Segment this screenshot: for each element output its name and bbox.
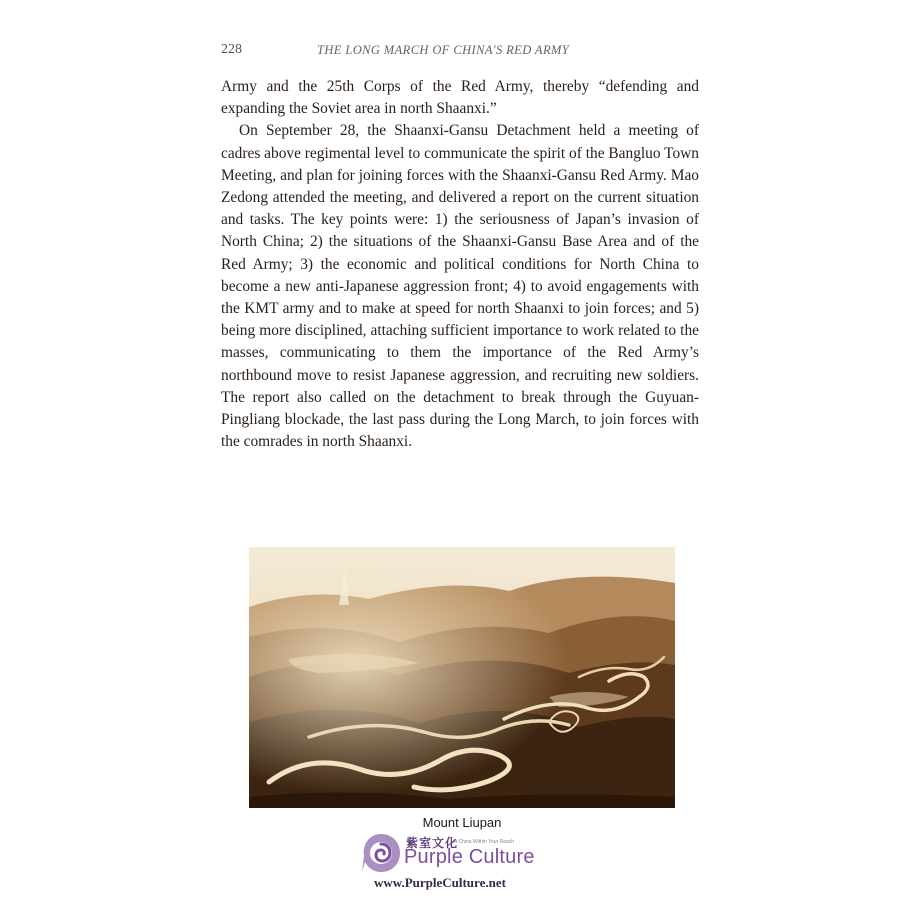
watermark-chinese-text: 紫室文化 [406,836,459,850]
page-number: 228 [221,42,242,57]
mount-liupan-photo [249,547,675,808]
running-title: THE LONG MARCH OF CHINA'S RED ARMY [317,43,570,57]
watermark-tagline: A China Within Your Reach [454,839,515,845]
body-text [221,76,699,453]
running-header [221,42,699,60]
figure-caption: Mount Liupan [422,815,502,830]
purple-culture-logo-icon [360,832,402,874]
paragraph-1: Army and the 25th Corps of the Red Army, thereby “defending and expanding the Soviet area in north Shaanxi.” [221,78,699,118]
watermark-url: www.PurpleCulture.net [374,875,506,890]
paragraph-2: On September 28, the Shaanxi-Gansu Detachment held a meeting of cadres above regimental level to communicate the spirit of the Bangluo Town Meeting, and plan for joining forces with the Shaanxi-Gansu Red Army. Mao Zedong attended the meeting, and delivered a report on the current situation and tasks. The key points were: 1) the seriousness of Japan’s invasion of North China; 2) the situations of the Shaanxi-Gansu Base Area and of the Red Army; 3) the economic and political conditions for North China to become a new anti-Japanese aggression front; 4) to avoid engagements with the KMT army and to make at speed for north Shaanxi to join forces; and 5) being more disciplined, attaching sufficient importance to work related to the masses, communicating to them the importance of the Red Army’s northbound move to resist Japanese aggression, and recruiting new soldiers. The report also called on the detachment to break through the Guyuan-Pingliang blockade, the last pass during the Long March, to join forces with the comrades in north Shaanxi. [221,122,699,451]
watermark-name: Purple Culture [404,846,535,868]
purple-culture-watermark [360,830,550,894]
